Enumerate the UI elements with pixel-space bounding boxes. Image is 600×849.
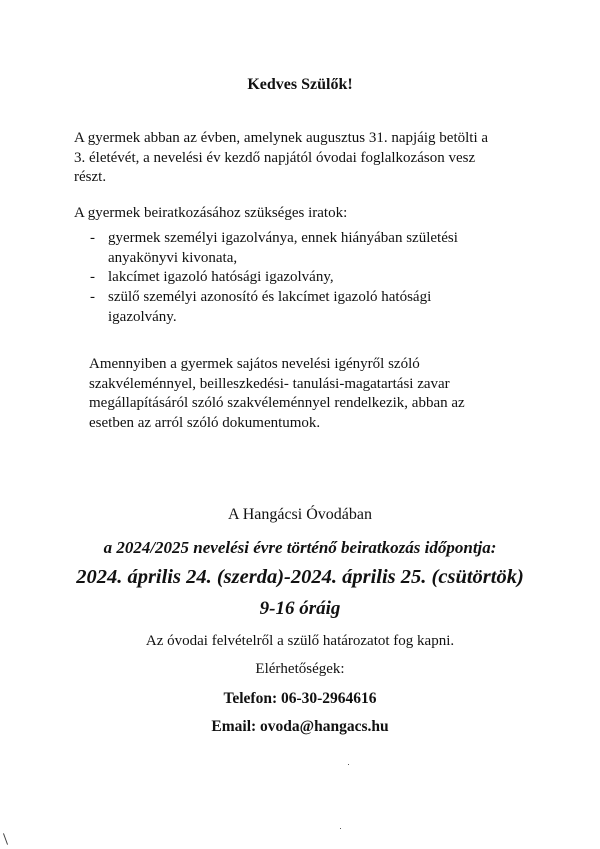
special-needs-line: esetben az arról szóló dokumentumok. (89, 414, 321, 431)
required-document-item (90, 268, 334, 288)
contacts-label: Elérhetőségek: (255, 661, 345, 677)
enrollment-dates: 2024. április 24. (szerda)-2024. április 25. (csütörtök) (76, 566, 524, 588)
required-document-item (90, 229, 458, 268)
required-document-item (90, 288, 431, 327)
intro-line: A gyermek abban az évben, amelynek augusztus 31. napjáig betölti a (74, 130, 489, 146)
list-item-text: lakcímet igazoló hatósági igazolvány, (108, 269, 334, 285)
phone-number: Telefon: 06-30-2964616 (223, 690, 377, 707)
intro-line: részt. (74, 169, 107, 185)
special-needs-line: szakvéleménnyel, beilleszkedési- tanulási-magatartási zavar (89, 375, 450, 392)
special-needs-line: Amennyiben a gyermek sajátos nevelési igényről szóló (89, 356, 420, 372)
scan-mark (3, 833, 8, 845)
list-bullet: - (90, 269, 95, 285)
scan-speck (348, 764, 349, 765)
list-item-text: gyermek személyi igazolványa, ennek hiányában születési (108, 230, 458, 246)
kindergarten-name: A Hangácsi Óvodában (228, 506, 372, 523)
email-address: Email: ovoda@hangacs.hu (211, 718, 389, 735)
special-needs-line: megállapításáról szóló szakvéleménnyel rendelkezik, abban az (89, 395, 465, 411)
intro-line: 3. életévét, a nevelési év kezdő napjától óvodai foglalkozáson vesz (74, 149, 476, 166)
list-bullet: - (90, 289, 95, 305)
list-item-text: igazolvány. (108, 308, 177, 325)
special-needs-paragraph (89, 355, 465, 433)
list-item-text: szülő személyi azonosító és lakcímet igazoló hatósági (108, 289, 432, 305)
enrollment-hours: 9-16 óráig (259, 598, 341, 619)
document-title: Kedves Szülők! (247, 76, 353, 93)
enrollment-subtitle: a 2024/2025 nevelési évre történő beiratkozás időpontja: (103, 538, 497, 557)
scan-speck (340, 828, 341, 829)
list-item-text: anyakönyvi kivonata, (108, 249, 238, 266)
documents-intro: A gyermek beiratkozásához szükséges iratok: (74, 205, 348, 221)
intro-paragraph (74, 129, 488, 188)
list-bullet: - (90, 230, 95, 246)
decision-note: Az óvodai felvételről a szülő határozatot fog kapni. (145, 633, 455, 649)
